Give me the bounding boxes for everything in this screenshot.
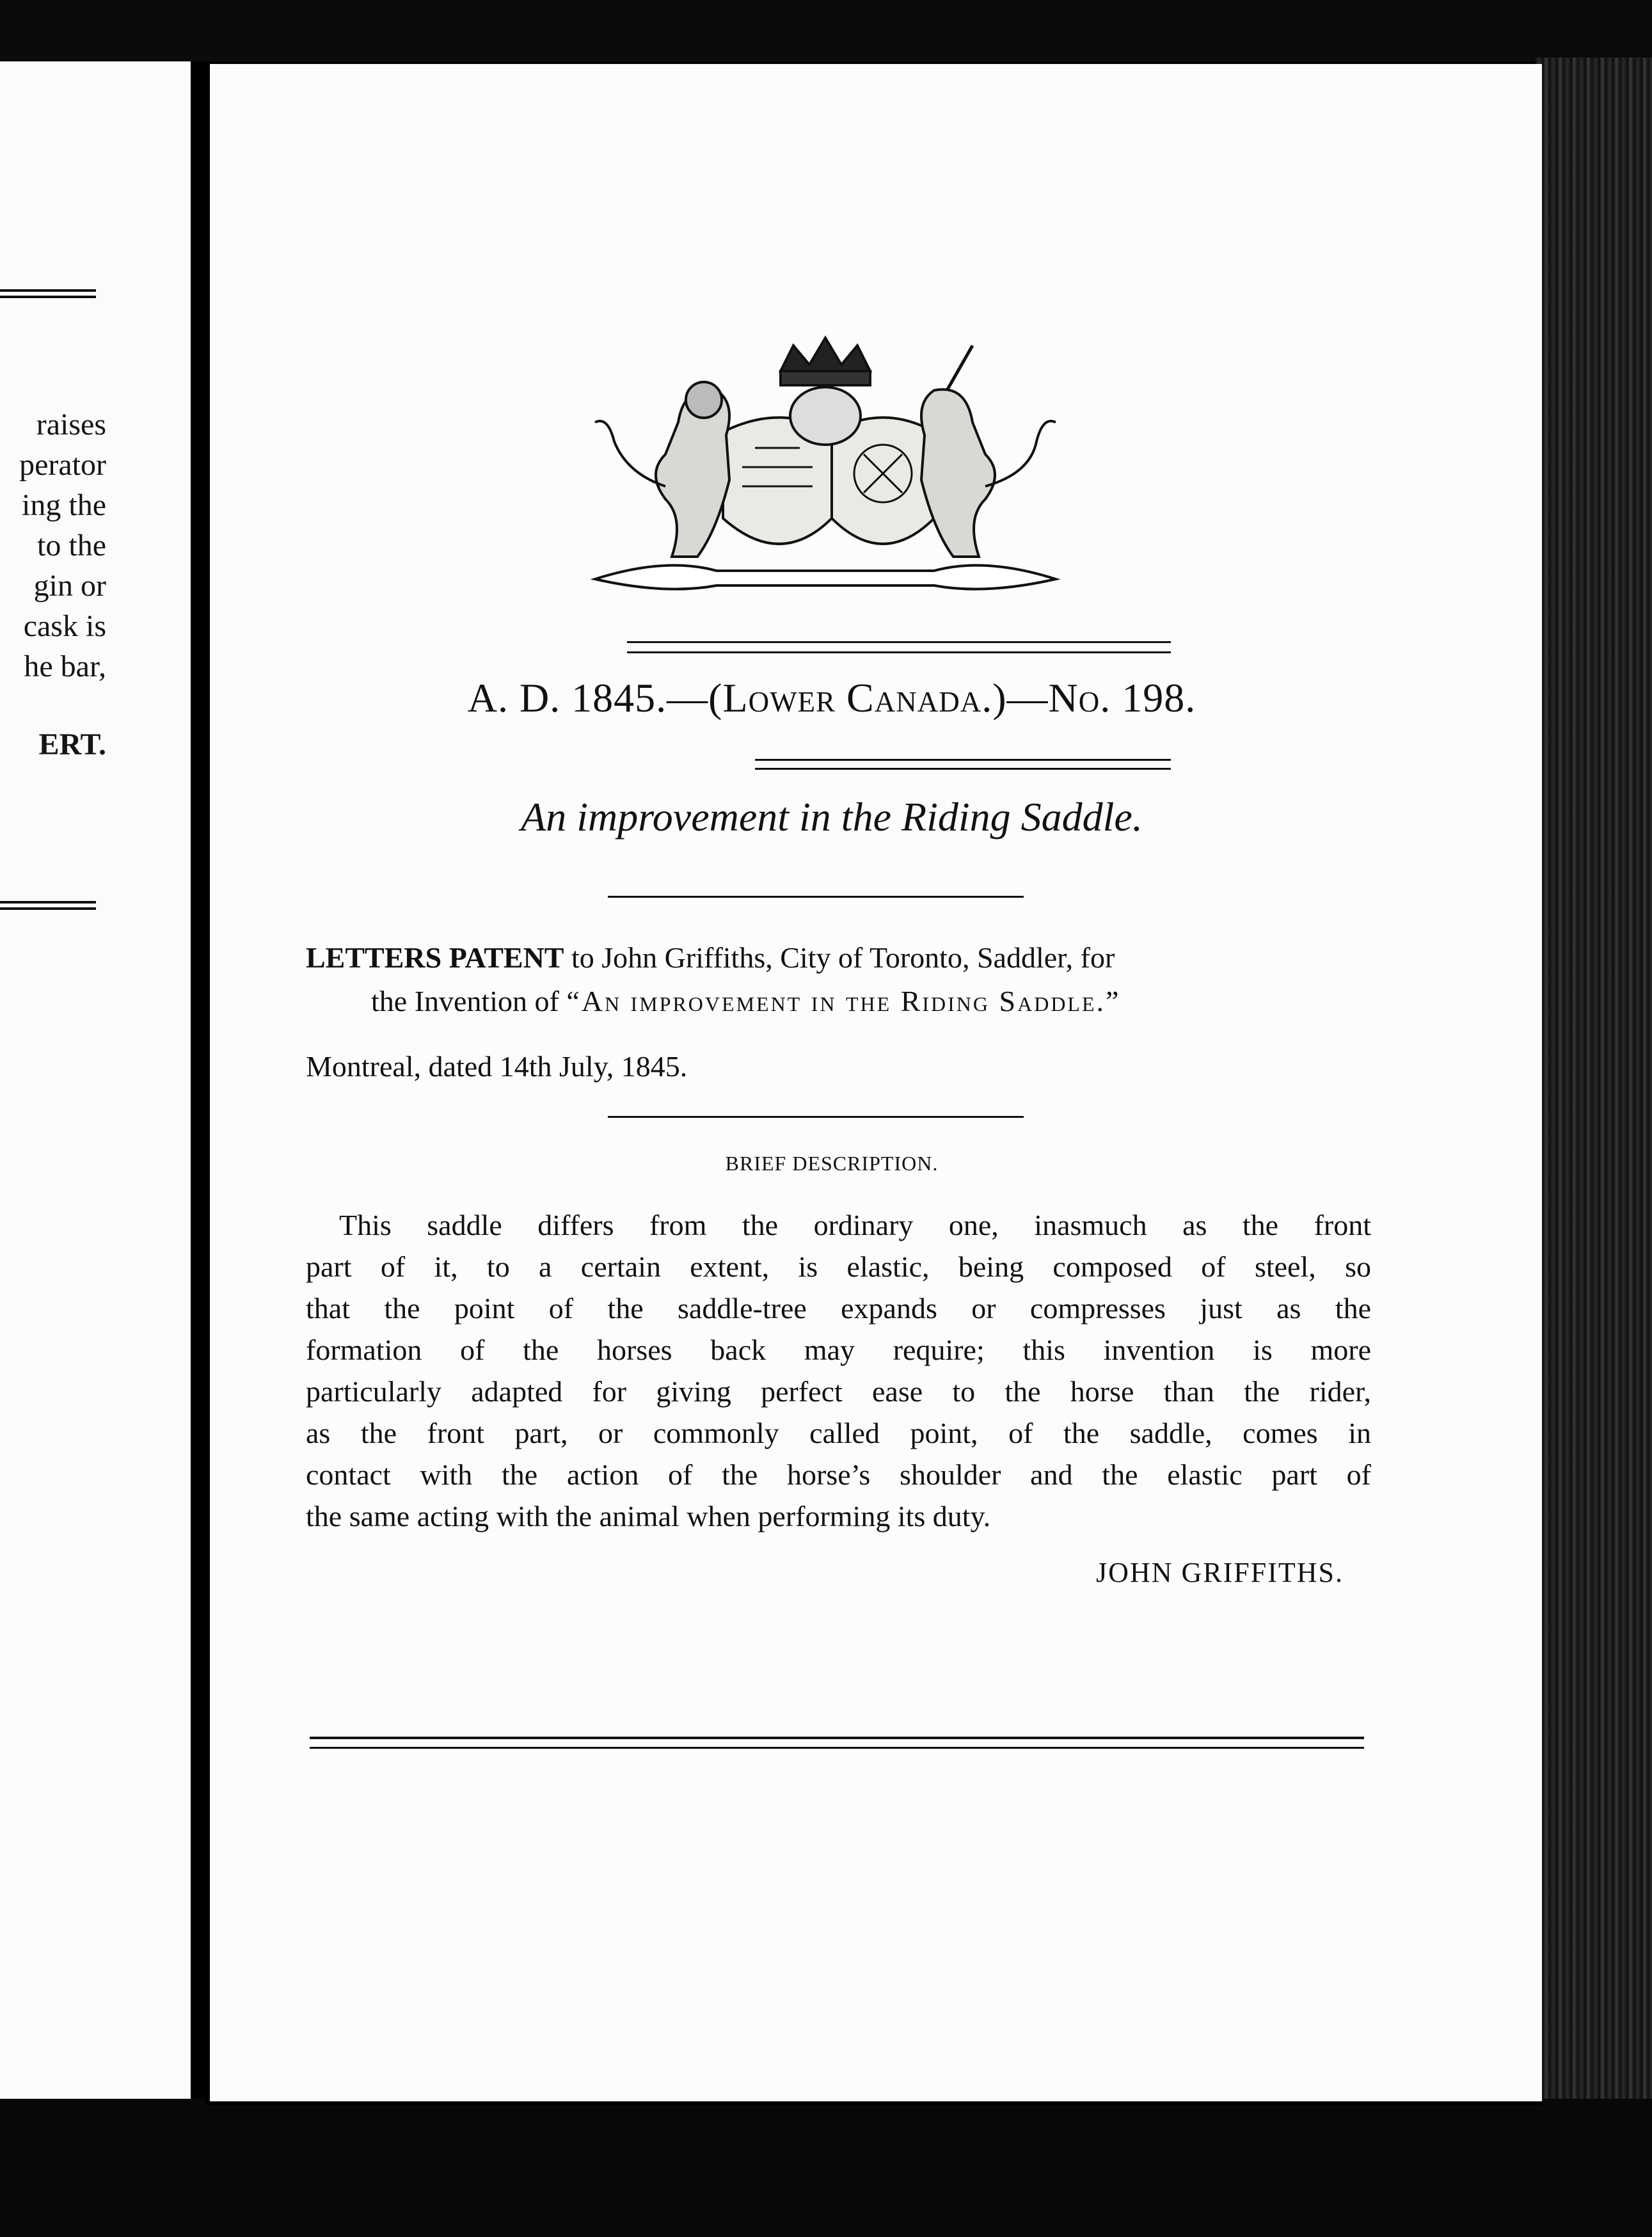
prev-page-line: perator <box>19 448 106 482</box>
prev-page-rule <box>0 907 96 910</box>
prev-page-line: ing the <box>22 488 106 522</box>
header-rule <box>627 651 1171 653</box>
description-line: particularly adapted for giving perfect ease to the horse than the rider, <box>306 1375 1371 1408</box>
end-rule <box>310 1737 1364 1739</box>
header-dash: — <box>1006 675 1049 720</box>
scan-bottom-edge <box>0 2099 1652 2237</box>
prev-page-line: to the <box>37 529 106 562</box>
patent-title: An improvement in the Riding Saddle. <box>521 794 1143 840</box>
header-dash: — <box>667 675 709 720</box>
description-body <box>306 1204 1371 1537</box>
header-rule <box>755 759 1171 761</box>
prev-page-rule <box>0 901 96 904</box>
grant-date: Montreal, dated 14th July, 1845. <box>306 1050 688 1083</box>
prev-page-rule <box>0 296 96 298</box>
previous-page-fragment <box>0 61 191 2099</box>
description-line: that the point of the saddle-tree expands or compresses just as the <box>306 1292 1371 1325</box>
patent-number: 198. <box>1122 675 1196 720</box>
royal-coat-of-arms-icon <box>589 326 1062 601</box>
header-rule <box>627 641 1171 643</box>
prev-page-line: raises <box>36 408 106 442</box>
prev-page-line: gin or <box>33 569 106 603</box>
description-line: part of it, to a certain extent, is elastic, being composed of steel, so <box>306 1250 1371 1283</box>
signature: JOHN GRIFFITHS. <box>1096 1557 1344 1588</box>
patent-year: A. D. 1845. <box>467 675 667 720</box>
header-rule <box>755 768 1171 770</box>
patent-province: (Lower Canada.) <box>708 675 1007 720</box>
description-line: formation of the horses back may require; this invention is more <box>306 1333 1371 1366</box>
invention-name: “An improvement in the Riding Saddle.” <box>566 985 1121 1017</box>
scan-top-edge <box>0 0 1652 61</box>
patent-header <box>282 674 1382 722</box>
patent-number-label: No. <box>1048 675 1111 720</box>
section-rule <box>608 896 1024 898</box>
description-line: contact with the action of the horse’s shoulder and the elastic part of <box>306 1458 1371 1491</box>
section-rule <box>608 1116 1024 1118</box>
prev-page-rule <box>0 289 96 292</box>
grant-line-2: the Invention of “An improvement in the Riding Saddle.” <box>371 985 1121 1017</box>
prev-page-line: cask is <box>23 609 106 643</box>
prev-page-line: he bar, <box>24 649 106 683</box>
description-line: This saddle differs from the ordinary one, inasmuch as the front <box>339 1209 1371 1241</box>
grant-line-1: LETTERS PATENT to John Griffiths, City of Toronto, Saddler, for <box>306 941 1115 974</box>
end-rule <box>310 1747 1364 1749</box>
prev-page-line: ERT. <box>38 728 106 761</box>
description-line: as the front part, or commonly called point, of the saddle, comes in <box>306 1417 1371 1449</box>
book-binding-edge <box>1536 58 1652 2131</box>
description-line: the same acting with the animal when performing its duty. <box>306 1500 991 1532</box>
letters-patent-label: LETTERS PATENT <box>306 941 564 974</box>
brief-description-heading: BRIEF DESCRIPTION. <box>725 1152 939 1175</box>
